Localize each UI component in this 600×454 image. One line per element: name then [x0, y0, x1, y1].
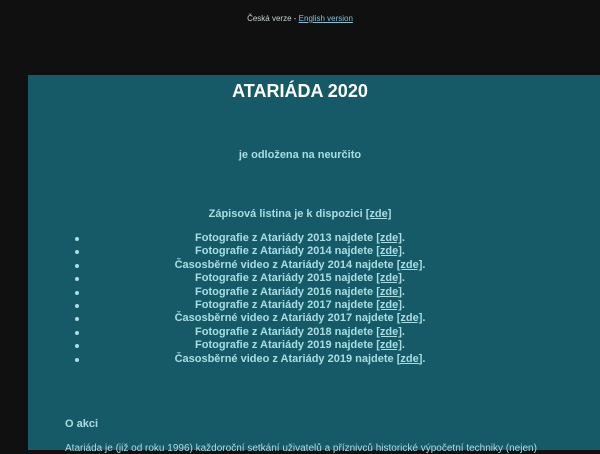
list-item	[28, 259, 572, 272]
list-item	[28, 326, 572, 339]
list-item-link[interactable]: [zde]	[396, 258, 423, 271]
photo-links-list	[28, 232, 572, 366]
language-separator: -	[291, 14, 299, 23]
list-item	[28, 272, 572, 285]
list-item-link[interactable]: [zde]	[376, 339, 402, 352]
bullet-icon	[75, 237, 79, 241]
list-item	[28, 339, 572, 352]
list-item-text: Časosběrné video z Atariády 2019 najdete	[174, 352, 397, 365]
list-item-text: Fotografie z Atariády 2017 najdete	[195, 298, 377, 311]
bullet-icon	[75, 291, 79, 295]
list-item-end: .	[401, 272, 405, 285]
bullet-icon	[75, 277, 79, 281]
list-item-link[interactable]: [zde]	[376, 245, 402, 258]
list-item-end: .	[422, 312, 426, 325]
bullet-icon	[75, 358, 79, 362]
list-item-text: Časosběrné video z Atariády 2017 najdete	[174, 312, 397, 325]
list-item-end: .	[422, 258, 426, 271]
list-item-text: Fotografie z Atariády 2013 najdete	[195, 232, 377, 244]
about-heading: O akci	[65, 418, 99, 430]
english-version-link[interactable]: English version	[298, 14, 353, 23]
page-title: ATARIÁDA 2020	[232, 81, 368, 101]
list-item-link[interactable]: [zde]	[396, 352, 423, 365]
bullet-icon	[75, 250, 79, 254]
list-item-link[interactable]: [zde]	[376, 272, 402, 285]
list-item	[28, 245, 572, 258]
list-item-end: .	[401, 245, 405, 258]
about-text: Atariáda je (již od roku 1996) každoroční setkání uživatelů a příznivců historické výpočetní techniky (nejen)	[65, 443, 537, 454]
list-item-end: .	[401, 285, 405, 298]
list-item-text: Fotografie z Atariády 2016 najdete	[195, 285, 377, 298]
list-item-text: Fotografie z Atariády 2019 najdete	[195, 339, 377, 352]
list-item-end: .	[401, 325, 405, 338]
main-panel	[28, 75, 600, 454]
list-item-end: .	[401, 232, 405, 244]
czech-version-label: Česká verze	[247, 14, 292, 23]
list-item	[28, 299, 572, 312]
list-item	[28, 232, 572, 245]
list-item	[28, 353, 572, 366]
list-item-end: .	[401, 339, 405, 352]
list-item-text: Časosběrné video z Atariády 2014 najdete	[174, 258, 397, 271]
bullet-icon	[75, 317, 79, 321]
language-switcher	[0, 14, 600, 23]
registration-text: Zápisová listina je k dispozici	[208, 208, 366, 220]
list-item-text: Fotografie z Atariády 2015 najdete	[195, 272, 377, 285]
list-item-link[interactable]: [zde]	[376, 325, 402, 338]
list-item-link[interactable]: [zde]	[376, 285, 402, 298]
bullet-icon	[75, 344, 79, 348]
list-item-text: Fotografie z Atariády 2018 najdete	[195, 325, 377, 338]
list-item	[28, 286, 572, 299]
list-item-end: .	[401, 298, 405, 311]
registration-link[interactable]: [zde]	[365, 208, 392, 220]
bullet-icon	[75, 264, 79, 268]
registration-notice	[28, 208, 572, 220]
list-item-end: .	[422, 352, 426, 365]
list-item-text: Fotografie z Atariády 2014 najdete	[195, 245, 377, 258]
bullet-icon	[75, 304, 79, 308]
bullet-icon	[75, 331, 79, 335]
list-item-link[interactable]: [zde]	[376, 298, 402, 311]
postponed-notice: je odložena na neurčito	[238, 149, 362, 161]
list-item	[28, 312, 572, 325]
list-item-link[interactable]: [zde]	[396, 312, 423, 325]
list-item-link[interactable]: [zde]	[376, 232, 402, 244]
top-bar	[0, 0, 600, 75]
